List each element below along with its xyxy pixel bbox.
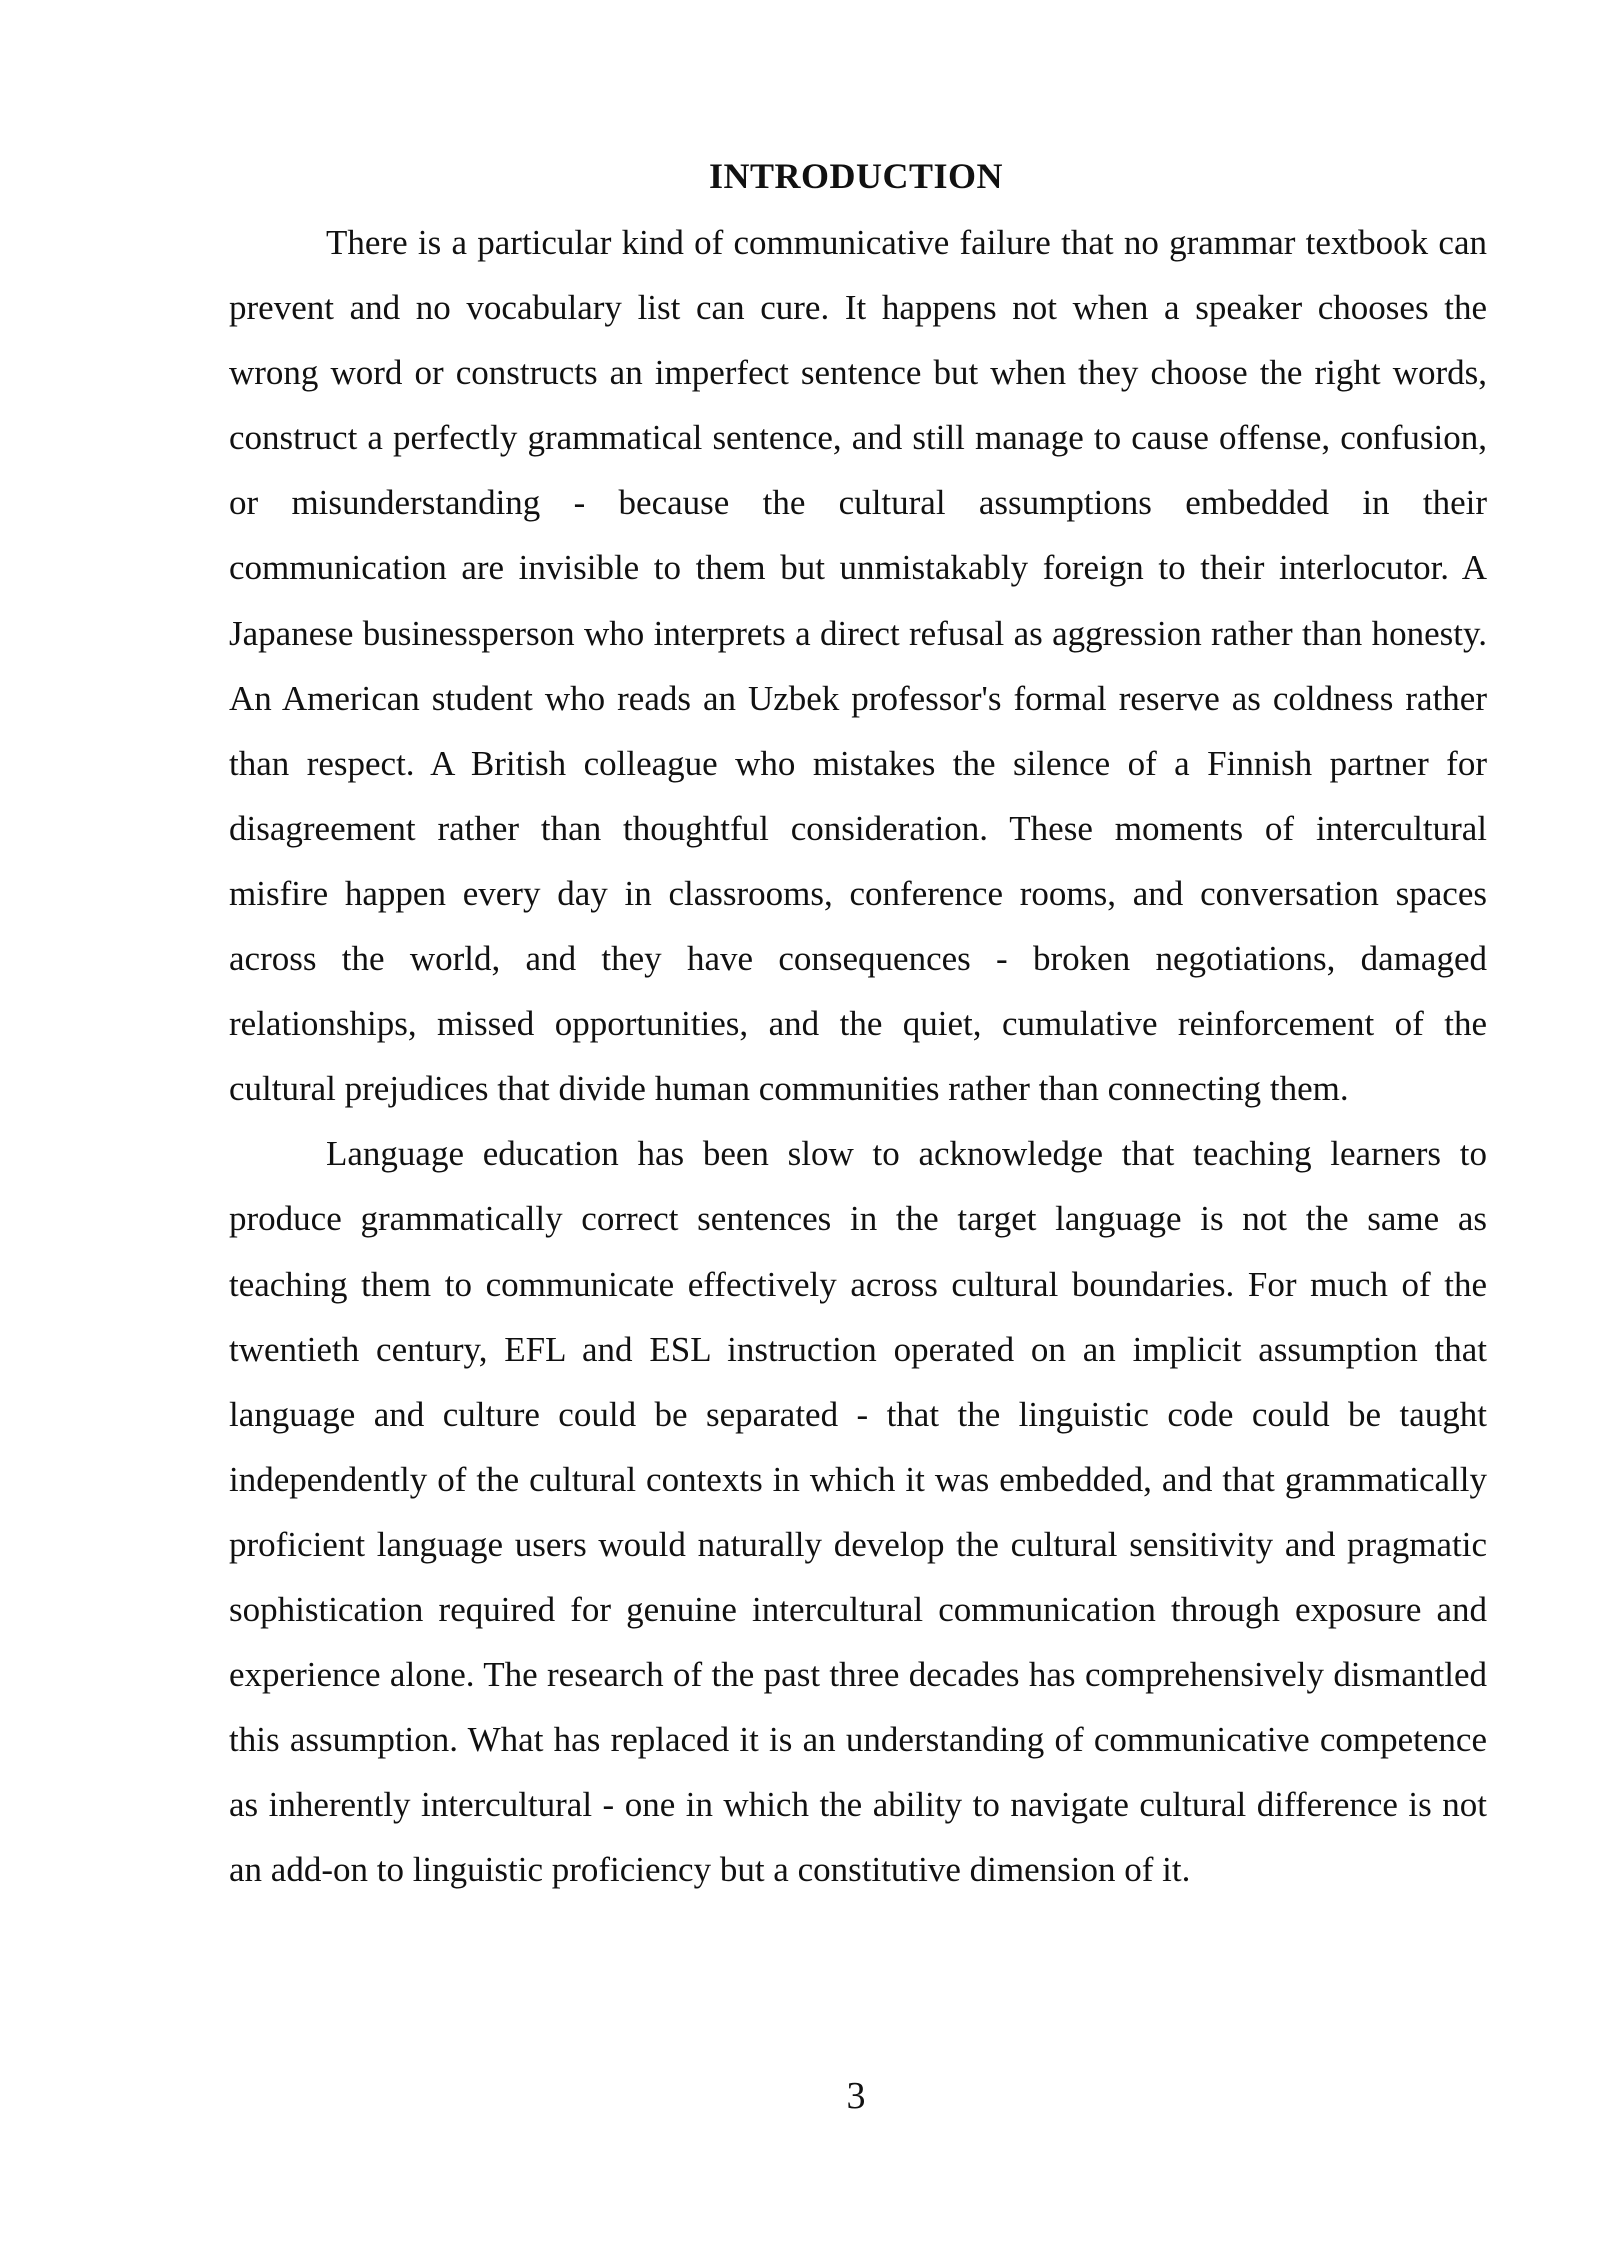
paragraph-2: Language education has been slow to acknowledge that teaching learners to produce grammatically correct sentences in the target language is not the same as teaching them to communicate effectively across cultural boundaries. For much of the twentieth century, EFL and ESL instruction operated on an implicit assumption that language and culture could be separated - that the linguistic code could be taught independently of the cultural contexts in which it was embedded, and that grammatically proficient language users would naturally develop the cultural sensitivity and pragmatic sophistication required for genuine intercultural communication through exposure and experience alone. The research of the past three decades has comprehensively dismantled this assumption. What has replaced it is an understanding of communicative competence as inherently intercultural - one in which the ability to navigate cultural difference is not an add-on to linguistic proficiency but a constitutive dimension of it. <box>229 1134 1487 1890</box>
section-heading: INTRODUCTION <box>708 156 1004 196</box>
body-text <box>229 210 1487 1902</box>
paragraph-1: There is a particular kind of communicative failure that no grammar textbook can prevent and no vocabulary list can cure. It happens not when a speaker chooses the wrong word or constructs an imperfect sentence but when they choose the right words, construct a perfectly grammatical sentence, and still manage to cause offense, confusion, or misunderstanding - because the cultural assumptions embedded in their communication are invisible to them but unmistakably foreign to their interlocutor. A Japanese businessperson who interprets a direct refusal as aggression rather than honesty. An American student who reads an Uzbek professor's formal reserve as coldness rather than respect. A British colleague who mistakes the silence of a Finnish partner for disagreement rather than thoughtful consideration. These moments of intercultural misfire happen every day in classrooms, conference rooms, and conversation spaces across the world, and they have consequences - broken negotiations, damaged relationships, missed opportunities, and the quiet, cumulative reinforcement of the cultural prejudices that divide human communities rather than connecting them. <box>229 223 1487 1109</box>
page-number: 3 <box>846 2075 866 2117</box>
